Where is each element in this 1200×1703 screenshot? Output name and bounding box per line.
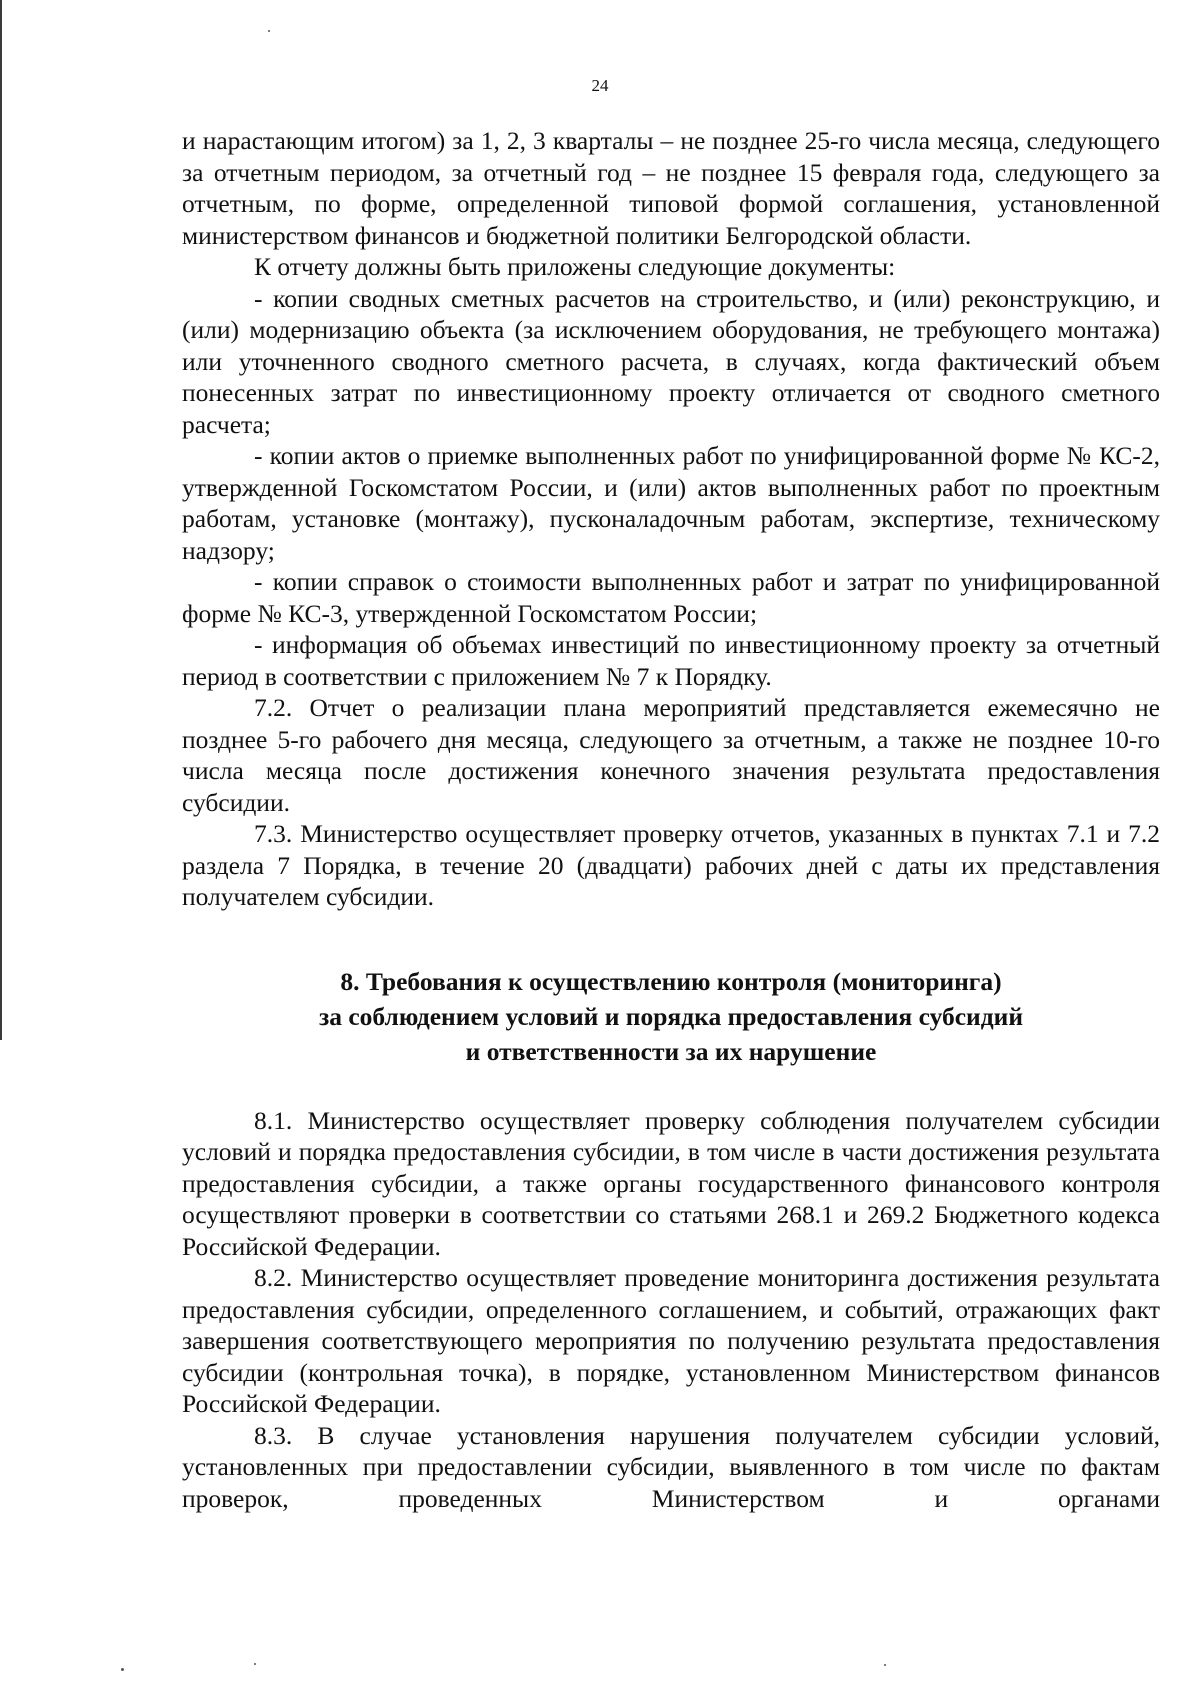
heading-line: за соблюдением условий и порядка предоставления субсидий <box>318 1001 1024 1031</box>
scan-speck <box>254 1663 256 1665</box>
paragraph-continuation: и нарастающим итогом) за 1, 2, 3 кварталы – не позднее 25-го числа месяца, следующего за отчетным периодом, за отчетный год – не позднее 15 февраля года, следующего за отчетным, по форме, определенной типовой формой соглашения, установленной министерством финансов и бюджетной политики Белгородской области. <box>182 126 1160 250</box>
list-item-ks3-certificates: - копии справок о стоимости выполненных работ и затрат по унифицированной форме № КС-3, утвержденной Госкомстатом России; <box>182 567 1160 628</box>
page-number: 24 <box>591 76 609 95</box>
paragraph-8-3: 8.3. В случае установления нарушения получателем субсидии условий, установленных при предоставлении субсидии, выявленного в том числе по фактам проверок, проведенных Министерством и органами <box>182 1420 1160 1513</box>
paragraph-8-1: 8.1. Министерство осуществляет проверку соблюдения получателем субсидии условий и порядка предоставления субсидии, в том числе в части достижения результата предоставления субсидии, а также органы государственного финансового контроля осуществляют проверки в соответствии со статьями 268.1 и 269.2 Бюджетного кодекса Российской Федерации. <box>182 1105 1160 1261</box>
paragraph-7-2: 7.2. Отчет о реализации плана мероприятий представляется ежемесячно не позднее 5-го рабочего дня месяца, следующего за отчетным, а также не позднее 10-го числа месяца после достижения конечного значения результата предоставления субсидии. <box>182 693 1160 817</box>
list-item-estimates: - копии сводных сметных расчетов на строительство, и (или) реконструкцию, и (или) модернизацию объекта (за исключением оборудования, не требующего монтажа) или уточненного сводного сметного расчета, в случаях, когда фактический объем понесенных затрат по инвестиционному проекту отличается от сводного сметного расчета; <box>182 283 1160 439</box>
paragraph-documents-intro: К отчету должны быть приложены следующие документы: <box>254 252 896 281</box>
heading-line: и ответственности за их нарушение <box>465 1036 877 1066</box>
list-item-ks2-acts: - копии актов о приемке выполненных работ по унифицированной форме № КС-2, утвержденной Госкомстатом России, и (или) актов выполненных работ по проектным работам, установке (монтажу), пусконаладочным работам, экспертизе, техническому надзору; <box>182 441 1160 565</box>
document-body <box>182 125 1160 1514</box>
section-8-heading <box>182 964 1160 1069</box>
heading-line: 8. Требования к осуществлению контроля (мониторинга) <box>340 966 1002 996</box>
scan-edge <box>0 0 2 1040</box>
scan-speck <box>121 1668 124 1671</box>
paragraph-8-2: 8.2. Министерство осуществляет проведение мониторинга достижения результата предоставления субсидии, определенного соглашением, и событий, отражающих факт завершения соответствующего мероприятия по получению результата предоставления субсидии (контрольная точка), в порядке, установленном Министерством финансов Российской Федерации. <box>182 1263 1160 1418</box>
scan-speck <box>884 1664 886 1666</box>
scan-speck <box>268 30 270 32</box>
paragraph-7-3: 7.3. Министерство осуществляет проверку отчетов, указанных в пунктах 7.1 и 7.2 раздела 7 Порядка, в течение 20 (двадцати) рабочих дней с даты их представления получателем субсидии. <box>182 819 1160 911</box>
list-item-investment-info: - информация об объемах инвестиций по инвестиционному проекту за отчетный период в соответствии с приложением № 7 к Порядку. <box>182 630 1160 691</box>
